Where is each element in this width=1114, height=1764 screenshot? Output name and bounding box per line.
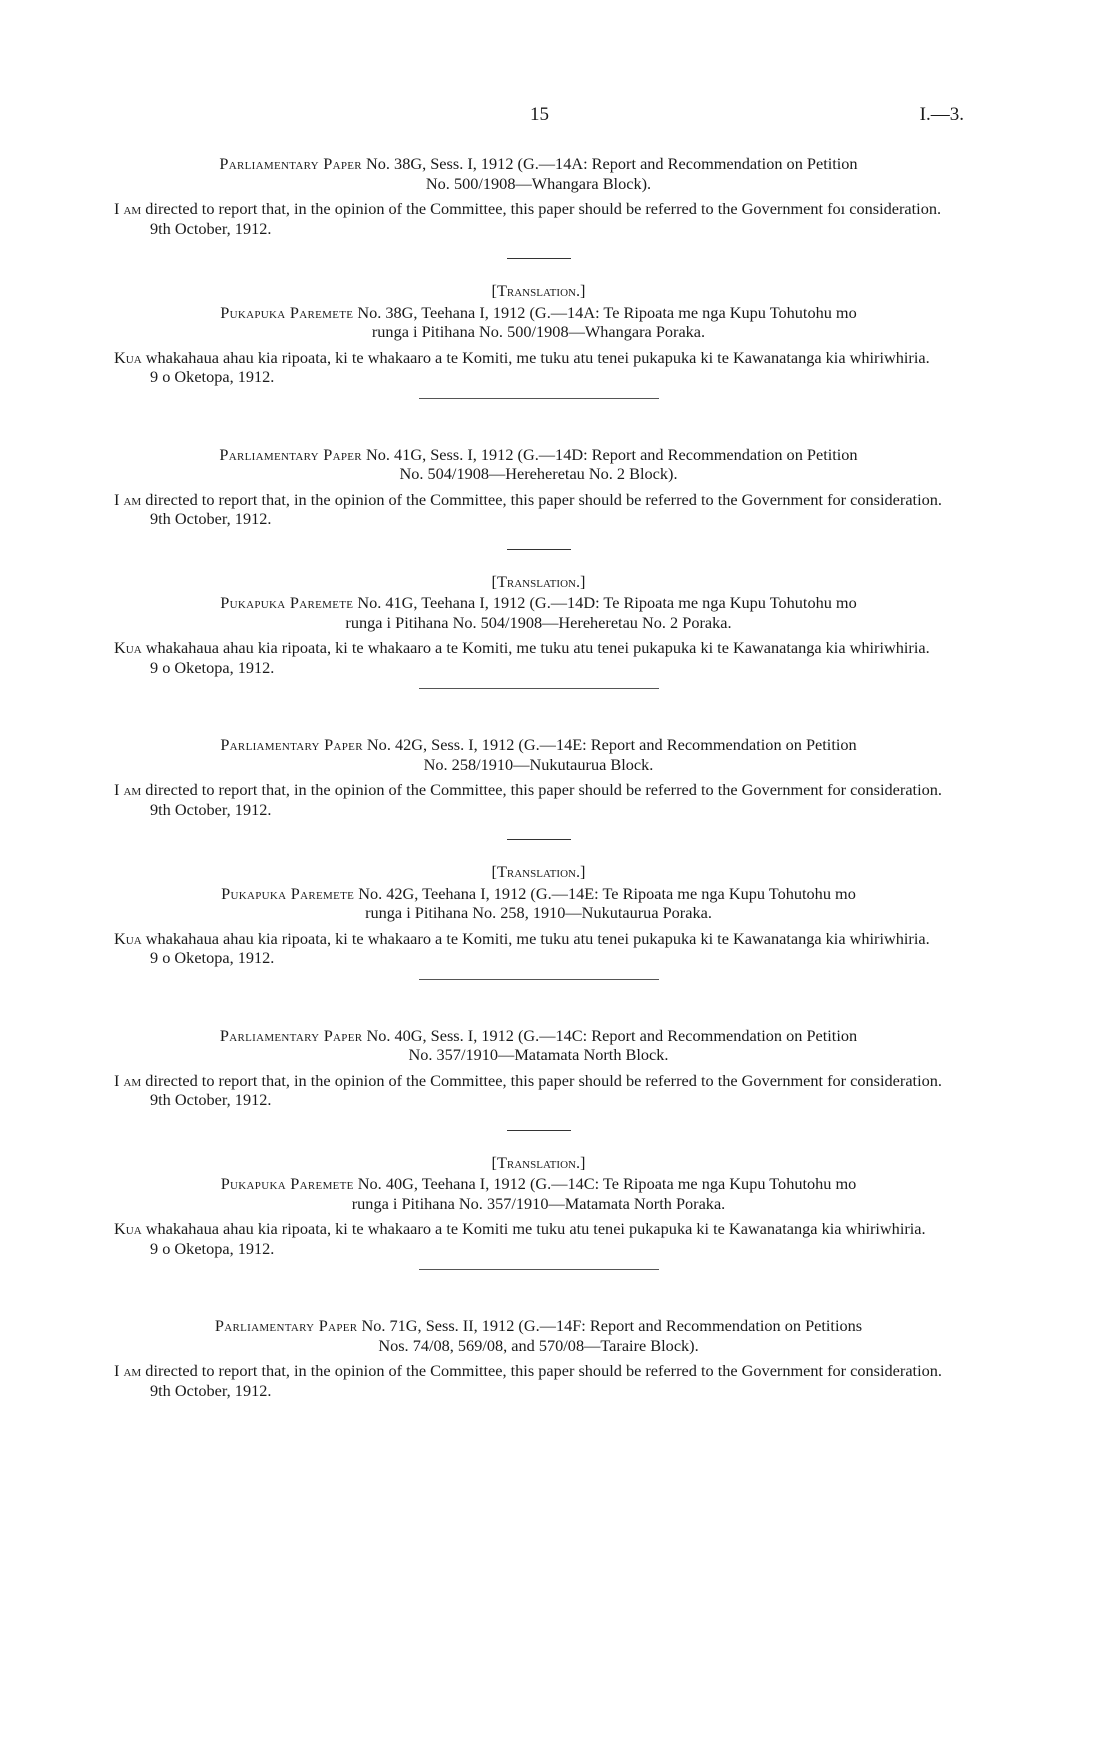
report-paragraph bbox=[114, 490, 963, 510]
paper-heading-line2: runga i Pitihana No. 500/1908—Whangara Poraka. bbox=[371, 322, 706, 341]
entry-divider bbox=[419, 688, 659, 689]
paper-heading-line1: No. 42G, Teehana I, 1912 (G.—14E: Te Ripoata me nga Kupu Tohutohu mo bbox=[358, 883, 856, 903]
paragraph-text: whakahaua ahau kia ripoata, ki te whakaaro a te Komiti, me tuku atu tenei pukapuka ki te Kawanatanga kia whiriwhiria. bbox=[145, 928, 930, 948]
paragraph-lead: I am bbox=[114, 489, 142, 509]
section-divider bbox=[507, 258, 571, 259]
paragraph-lead: I am bbox=[114, 199, 142, 218]
report-date: 9th October, 1912. bbox=[150, 1380, 272, 1400]
section-divider bbox=[507, 839, 571, 840]
translation-label: [Translation.] bbox=[491, 281, 586, 300]
paper-heading-line2: runga i Pitihana No. 357/1910—Matamata North Poraka. bbox=[351, 1193, 726, 1213]
paper-heading bbox=[114, 593, 963, 632]
section-divider bbox=[507, 1130, 571, 1131]
paper-heading bbox=[114, 884, 963, 923]
paragraph-lead: Kua bbox=[114, 638, 142, 657]
paper-heading-line2: No. 500/1908—Whangara Block). bbox=[425, 173, 652, 193]
paragraph-text: directed to report that, in the opinion of the Committee, this paper should be referred to the Government for consideration. bbox=[145, 1361, 942, 1380]
maori-translation bbox=[114, 572, 963, 678]
page-number: 15 bbox=[530, 104, 549, 125]
translation-label: [Translation.] bbox=[491, 1152, 586, 1172]
english-report bbox=[114, 445, 963, 529]
translation-label: [Translation.] bbox=[491, 862, 586, 881]
paper-title: Pukapuka Paremete bbox=[221, 883, 355, 903]
entry-divider bbox=[419, 979, 659, 980]
maori-translation bbox=[114, 1153, 963, 1259]
paper-heading-line2: runga i Pitihana No. 258, 1910—Nukutaurua Poraka. bbox=[365, 903, 712, 922]
paper-heading-line2: No. 357/1910—Matamata North Block. bbox=[408, 1045, 669, 1064]
report-paragraph bbox=[114, 780, 963, 800]
report-paragraph bbox=[114, 348, 963, 368]
english-report bbox=[114, 1316, 963, 1400]
report-date: 9 o Oketopa, 1912. bbox=[150, 1238, 275, 1258]
paragraph-lead: Kua bbox=[114, 347, 142, 367]
report-paragraph bbox=[114, 199, 963, 219]
english-report bbox=[114, 1026, 963, 1110]
report-date: 9th October, 1912. bbox=[150, 218, 272, 238]
paragraph-text: whakahaua ahau kia ripoata, ki te whakaaro a te Komiti, me tuku atu tenei pukapuka ki te Kawanatanga kia whiriwhiria. bbox=[145, 347, 930, 367]
paper-title: Pukapuka Paremete bbox=[220, 593, 354, 612]
report-date: 9th October, 1912. bbox=[150, 1090, 272, 1109]
report-date: 9 o Oketopa, 1912. bbox=[150, 948, 275, 967]
paragraph-text: directed to report that, in the opinion of the Committee, this paper should be referred to the Government for consideration. bbox=[145, 1070, 942, 1090]
english-report bbox=[114, 154, 963, 238]
paper-title: Pukapuka Paremete bbox=[220, 1174, 354, 1193]
paper-entry bbox=[114, 1026, 963, 1271]
paper-heading-line2: runga i Pitihana No. 504/1908—Hereheretau No. 2 Poraka. bbox=[345, 612, 732, 632]
paper-heading bbox=[114, 1174, 963, 1213]
entry-divider bbox=[419, 398, 659, 399]
report-paragraph bbox=[114, 1361, 963, 1381]
report-date: 9 o Oketopa, 1912. bbox=[150, 367, 275, 386]
paper-title: Pukapuka Paremete bbox=[220, 302, 354, 322]
paragraph-text: directed to report that, in the opinion of the Committee, this paper should be referred to the Government foı consideration. bbox=[145, 199, 942, 218]
paper-heading-line1: No. 41G, Sess. I, 1912 (G.—14D: Report and Recommendation on Petition bbox=[366, 444, 858, 464]
paragraph-lead: I am bbox=[114, 780, 142, 799]
paper-heading bbox=[114, 1026, 963, 1065]
maori-translation bbox=[114, 281, 963, 387]
paper-entry bbox=[114, 445, 963, 690]
paper-entry bbox=[114, 154, 963, 399]
report-date: 9 o Oketopa, 1912. bbox=[150, 657, 275, 677]
paper-title: Parliamentary Paper bbox=[219, 444, 362, 464]
paper-heading bbox=[114, 735, 963, 774]
page-header bbox=[0, 104, 1114, 128]
report-paragraph bbox=[114, 929, 963, 949]
section-divider bbox=[507, 549, 571, 550]
paper-title: Parliamentary Paper bbox=[219, 154, 362, 173]
paper-heading-line1: No. 41G, Teehana I, 1912 (G.—14D: Te Ripoata me nga Kupu Tohutohu mo bbox=[357, 593, 857, 612]
translation-label: [Translation.] bbox=[491, 571, 586, 591]
report-date: 9th October, 1912. bbox=[150, 509, 272, 528]
paper-title: Parliamentary Paper bbox=[220, 735, 363, 754]
paragraph-text: whakahaua ahau kia ripoata, ki te whakaaro a te Komiti, me tuku atu tenei pukapuka ki te Kawanatanga kia whiriwhiria. bbox=[145, 638, 930, 657]
paragraph-lead: I am bbox=[114, 1361, 142, 1380]
paper-heading-line1: No. 38G, Teehana I, 1912 (G.—14A: Te Ripoata me nga Kupu Tohutohu mo bbox=[357, 302, 857, 322]
paper-heading-line1: No. 40G, Sess. I, 1912 (G.—14C: Report and Recommendation on Petition bbox=[366, 1025, 858, 1045]
paragraph-text: whakahaua ahau kia ripoata, ki te whakaaro a te Komiti me tuku atu tenei pukapuka ki te Kawanatanga kia whiriwhiria. bbox=[145, 1219, 926, 1238]
report-paragraph bbox=[114, 1071, 963, 1091]
paper-heading-line2: Nos. 74/08, 569/08, and 570/08—Taraire Block). bbox=[378, 1335, 699, 1355]
paragraph-text: directed to report that, in the opinion of the Committee, this paper should be referred to the Government for consideration. bbox=[145, 780, 942, 799]
paragraph-lead: I am bbox=[114, 1070, 142, 1090]
entry-divider bbox=[419, 1269, 659, 1270]
paper-heading-line1: No. 71G, Sess. II, 1912 (G.—14F: Report and Recommendation on Petitions bbox=[361, 1316, 863, 1335]
paper-entry bbox=[114, 1316, 963, 1400]
page-content bbox=[114, 154, 963, 1408]
paper-heading bbox=[114, 154, 963, 193]
paper-heading-line1: No. 40G, Teehana I, 1912 (G.—14C: Te Ripoata me nga Kupu Tohutohu mo bbox=[357, 1174, 857, 1193]
report-paragraph bbox=[114, 638, 963, 658]
paper-heading bbox=[114, 1316, 963, 1355]
report-date: 9th October, 1912. bbox=[150, 799, 272, 819]
paper-entry bbox=[114, 735, 963, 980]
english-report bbox=[114, 735, 963, 819]
paper-heading bbox=[114, 303, 963, 342]
paragraph-lead: Kua bbox=[114, 1219, 142, 1238]
paper-title: Parliamentary Paper bbox=[214, 1316, 358, 1335]
paper-heading bbox=[114, 445, 963, 484]
paper-heading-line2: No. 258/1910—Nukutaurua Block. bbox=[423, 754, 654, 774]
paragraph-text: directed to report that, in the opinion of the Committee, this paper should be referred to the Government for consideration. bbox=[145, 489, 942, 509]
document-reference: I.—3. bbox=[919, 104, 964, 125]
paper-heading-line1: No. 42G, Sess. I, 1912 (G.—14E: Report and Recommendation on Petition bbox=[366, 735, 857, 754]
maori-translation bbox=[114, 862, 963, 968]
paper-heading-line2: No. 504/1908—Hereheretau No. 2 Block). bbox=[399, 464, 678, 483]
paper-title: Parliamentary Paper bbox=[219, 1025, 363, 1045]
paragraph-lead: Kua bbox=[114, 928, 142, 948]
paper-heading-line1: No. 38G, Sess. I, 1912 (G.—14A: Report and Recommendation on Petition bbox=[366, 154, 858, 173]
report-paragraph bbox=[114, 1219, 963, 1239]
